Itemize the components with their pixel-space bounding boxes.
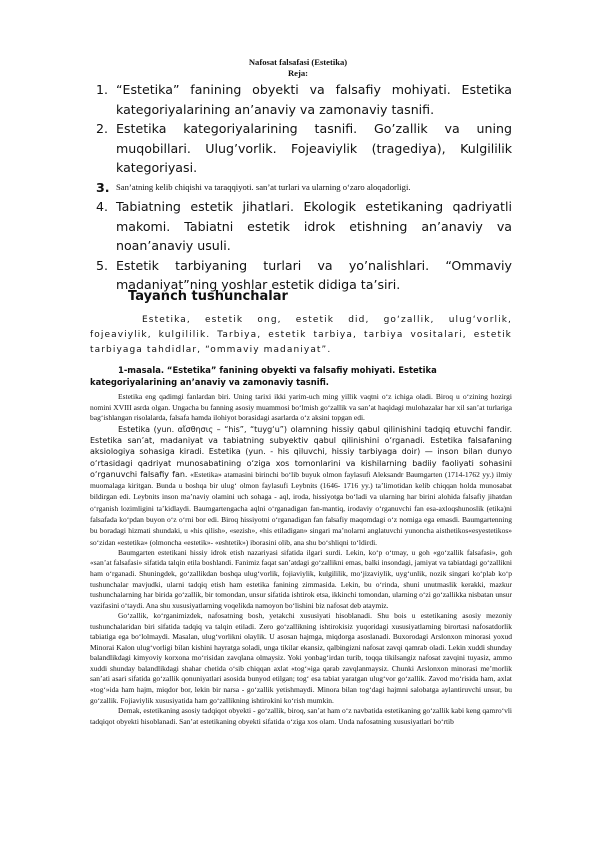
paragraph: Baumgarten estetikani hissiy idrok etish nazariyasi sifatida ilgari surdi. Lekin, ko‘p o‘tmay, u goh «go‘zallik falsafasi», goh «san’at falsafasi» sifatida talqin etila boshlandi. Fanimiz faqat san’atdagi go‘zallikni emas, balki insondagi, jamiyat va tabiatdagi go‘zallikni ham o‘rganadi. Shuningdek, go‘zallikdan boshqa ulug‘vorlik, fojiaviylik, kulgililik, mo‘jizaviylik, uyg‘unlik, nozik singari ko‘plab ko‘p tushunchalar mavjudki, ularni tadqiq etish ham estetika fanining zimmasida. Lekin, bu o‘rinda, shuni unutmaslik kerakki, mazkur tushunchalarning har birida go‘zallik, bir tomondan, unsur sifatida ishtirok etsa, ikkinchi tomondan, ularning o‘zi go‘zallikka nisbatan unsur vazifasini o‘taydi. Ana shu xususiyatlarning voqelikda namoyon bo‘lishini biz nafosat deb ataymiz. (90, 547, 512, 610)
plan-item-number: 4. (96, 199, 109, 214)
plan-item-number: 3. (96, 179, 110, 195)
key-concepts-text: Estetika, estetik ong, estetik did, go‘zallik, ulug‘vorlik, fojeaviylik, kulgililik. Tarbiya, estetik tarbiya, tarbiya vositalari, estetik tarbiyaga tahdidlar, “ommaviy madaniyat”. (90, 315, 512, 355)
plan-item-number: 1. (96, 82, 109, 97)
plan-item-text: Estetik tarbiyaning turlari va yo’nalishlari. “Ommaviy madaniyat”ning yoshlar estetik didiga ta’siri. (116, 257, 512, 292)
paragraph (90, 424, 512, 548)
plan-item (96, 178, 512, 198)
plan-item (96, 80, 512, 119)
key-concepts-heading: Tayanch tushunchalar (128, 289, 288, 304)
plan-item-text: San’atning kelib chiqishi va taraqqiyoti. san’at turlari va ularning o‘zaro aloqadorligi. (116, 181, 411, 192)
issue-heading: 1-masala. “Estetika” fanining obyekti va falsafiy mohiyati. Estetika kategoriyalarining an’anaviy va zamonaviy tasnifi. (90, 365, 437, 387)
plan-item-number: 2. (96, 121, 109, 136)
plan-item-number: 5. (96, 257, 109, 273)
plan-item-text: Tabiatning estetik jihatlari. Ekologik estetikaning qadriyatli makomi. Tabiatni estetik idrok etishning an’anaviy va noan’anaviy usuli. (116, 199, 512, 253)
plan-list (96, 80, 512, 295)
document-title: Nafosat falsafasi (Estetika) (248, 57, 348, 67)
paragraph-definition: Estetika (yun. αἴσθησις – “his”, “tuyg‘u”) olamning hissiy qabul qilinishini tadqiq etuvchi fandir. Estetika san’at, madaniyat va tabiatning subyektiv qabul qilinishini o‘rganadi. Estetika falsafaning aksiologiya sohasiga kiradi. Estetika (yun. - his qiluvchi, hissiy tarbiyaga doir) — inson bilan dunyo o‘rtasidagi qadriyat munosabatining o‘ziga xos tomonlarini va kishilarning badiiy faoliyati sohasini o‘rganuvchi falsafiy fan. (90, 424, 512, 479)
plan-item-text: “Estetika” fanining obyekti va falsafiy mohiyati. Estetika kategoriyalarining an’anaviy va zamonaviy tasnifi. (116, 82, 512, 117)
body-text (90, 392, 512, 727)
paragraph: Go‘zallik, ko‘rganimizdek, nafosatning bosh, yetakchi xususiyati hisoblanadi. Shu bois u estetikaning asosiy mezoniy tushunchalaridan biri sifatida tadqiq va talqin etiladi. Zero go‘zallikning ishtirokisiz yuqoridagi xususiyatlarning birortasi nafosatdorlik tabiatiga ega bo‘lolmaydi. Masalan, ulug‘vorlikni olaylik. U asosan hajmga, miqdorga asoslanadi. Buxorodagi Arslonxon minorasi yoxud Minorai Kalon ulug‘vorligi bilan kishini hayratga soladi, unga tikilar ekansiz, qalbingizni nafosat zavqi qamrab oladi. Lekin xuddi shunday balandlikdagi kimyoviy korxona mo‘risidan zavqlana olmaysiz. Yoki yonbag‘irdan turib, toqqa tikilsangiz nafosat zavqini tuyasiz, ammo xuddi shunday balandlikdagi shahar chetida o‘sib chiqqan axlat «tog‘»iga qarab zavqlanmaysiz. Chunki Arslonxon minorasi me’morlik san’ati asari sifatida go‘zallik qonuniyatlari asosida bunyod etilgan; tog‘ esa tabiat yaratgan ulug‘vor go‘zallik. Zavod mo‘risida ham, axlat «tog‘»ida ham hajm, miqdor bor, lekin bir narsa - go‘zallik yetishmaydi. Minora bilan tog‘dagi hajmni salobatga aylantiruvchi unsur, bu go‘zallik. Fojiaviylik xususiyatida ham go‘zallikning ishtirokini ko‘rish mumkin. (90, 611, 512, 705)
plan-item (96, 197, 512, 256)
plan-item-text: Estetika kategoriyalarining tasnifi. Go’zallik va uning muqobillari. Ulug’vorlik. Fojeaviylik (tragediya), Kulgililik kategoriyasi. (116, 121, 512, 175)
plan-heading: Reja: (287, 68, 309, 78)
paragraph: Estetika eng qadimgi fanlardan biri. Uning tarixi ikki yarim-uch ming yillik vaqtni o‘z ichiga oladi. Biroq u o‘zining hozirgi nomini XVIII asrda olgan. Ungacha bu fanning asosiy muammosi bo‘lmish go‘zallik va san’at haqidagi mulohazalar har xil san’at turlariga bag‘ishlangan risolalarda, falsafa hamda ilohiyot borasidagi asarlarda o‘z aksini topgan edi. (90, 392, 512, 423)
paragraph: Demak, estetikaning asosiy tadqiqot obyekti - go‘zallik, biroq, san’at ham o‘z navbatida estetikaning go‘zallik kabi keng qamro‘vli tadqiqot obyekti hisoblanadi. San’at estetikaning obyekti sifatida o‘ziga xos olam. Unda nafosatning xususiyatlari bo‘rtib (90, 706, 512, 726)
plan-item (96, 119, 512, 178)
paragraph-history: «Estetika» atamasini birinchi bo‘lib buyuk olmon faylasufi Aleksandr Baumgarten (1714-1762 yy.) ilmiy muomalaga kiritgan. Bunda u boshqa bir ulug‘ olmon faylasufi Leybnits (1646- 1716 yy.) ta’limotidan kelib chiqqan holda munosabat bildirgan edi. Leybnits inson ma’naviy olamini uch sohaga - aql, iroda, hissiyotga bo‘ladi va ularning har birini alohida falsafiy jihatdan o‘rganish lozimligini ta’kidlaydi. Baumgartengacha aqlni o‘rganadigan fan-mantiq, irodaviy o‘rganuvchi fan esa-axloqshunoslik (etika)ni falsafada ko‘pdan buyon o‘z o‘rni bor edi. Biroq hissiyotni o‘rganadigan fan falsafiy maqomdagi o‘z nomiga ega emasdi. Baumgartenning bu boradagi hizmati shundaki, u «his qilish», «sezish», «his etiladigan» singari ma’nolarni anglatuvchi yunoncha aisthetikos«esyestetikos» so‘zidan «estetika» (olmoncha «estetik»- «eshtetik») iborasini olib, ana shu bo‘shliqni to‘ldirdi. (90, 469, 513, 547)
